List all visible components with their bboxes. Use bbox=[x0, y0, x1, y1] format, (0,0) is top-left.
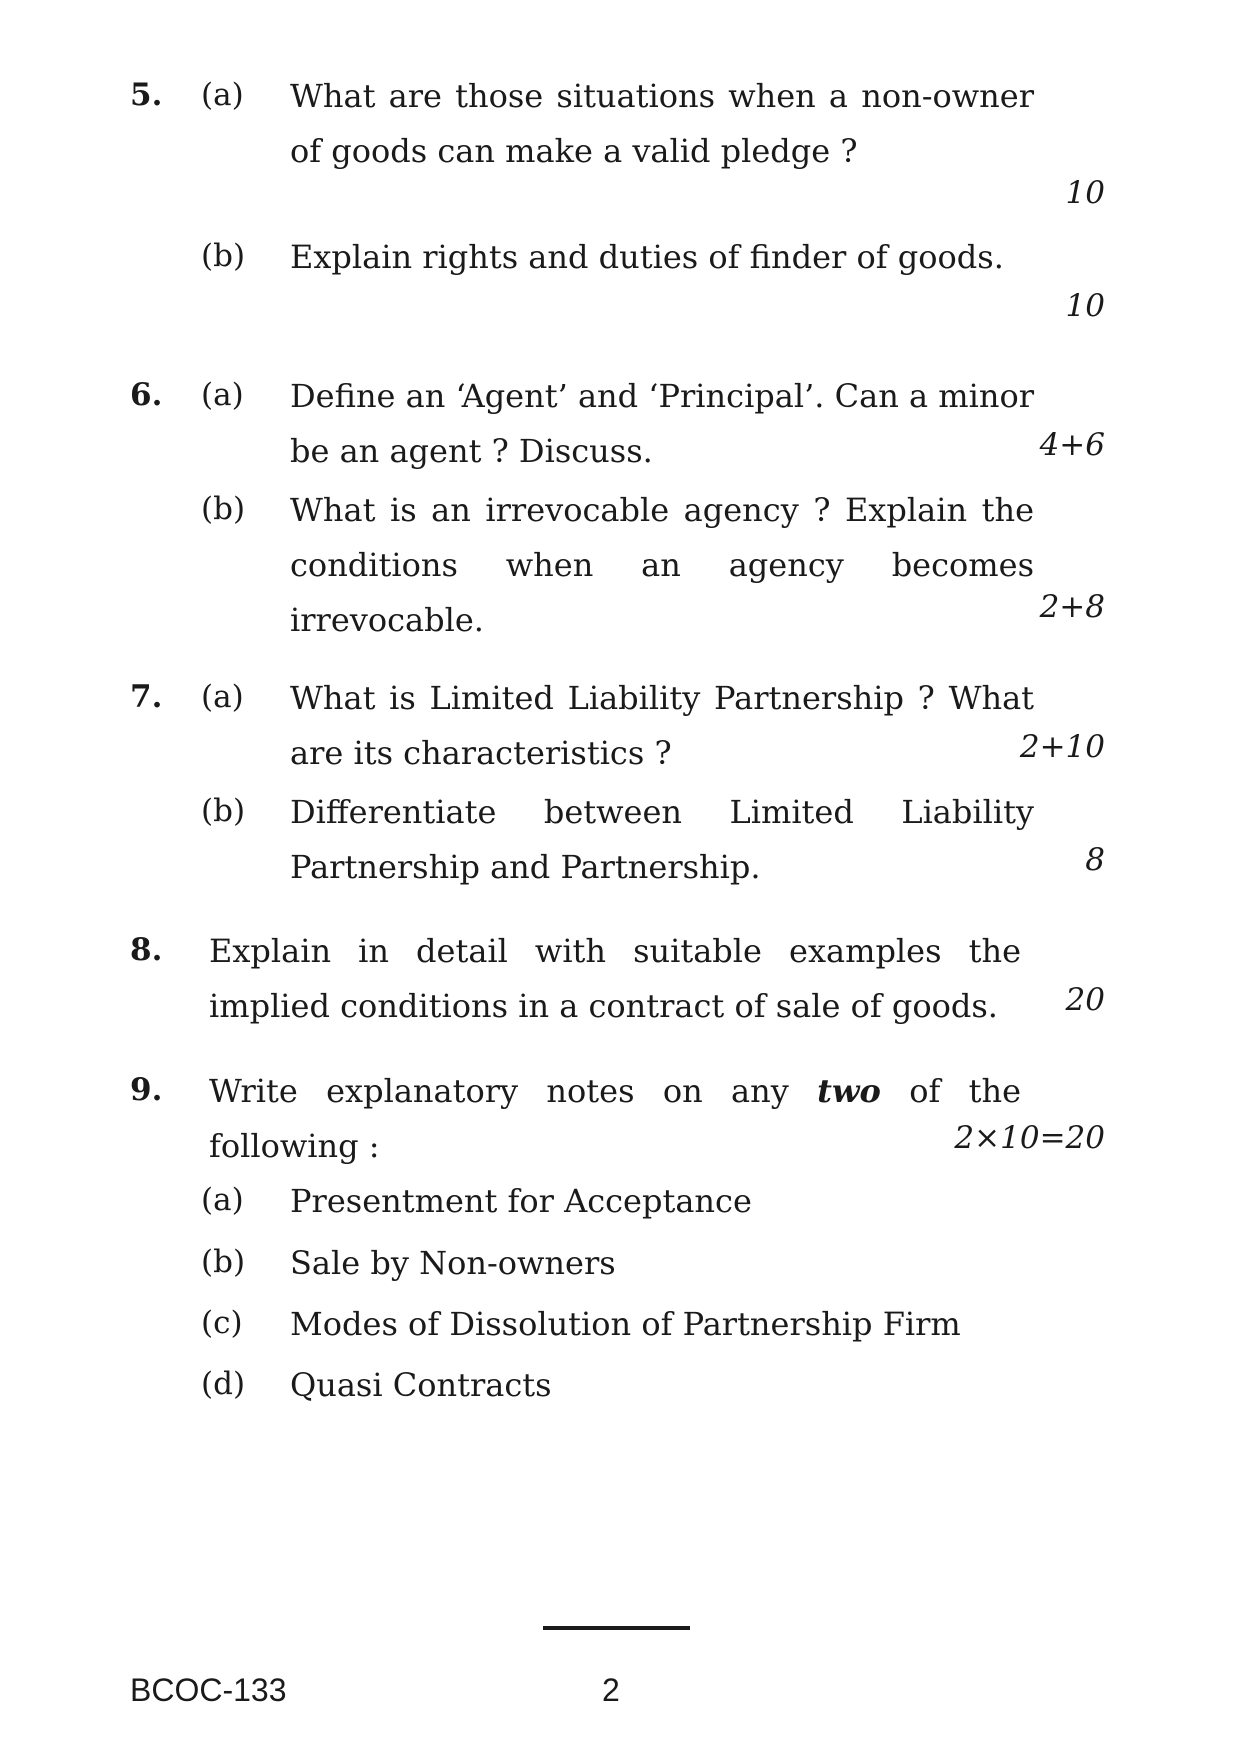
marks: 10 bbox=[1065, 288, 1105, 324]
question-number: 5. bbox=[130, 77, 163, 113]
part-label: (a) bbox=[201, 77, 244, 113]
question-text: What is an irrevocable agency ? Explain the conditions when an agency becomes irrevocable. bbox=[290, 491, 1034, 639]
option-text: Quasi Contracts bbox=[290, 1366, 552, 1404]
marks: 2+8 bbox=[1039, 589, 1105, 625]
question-number: 7. bbox=[130, 679, 163, 715]
question-text bbox=[209, 1064, 1021, 1174]
page-number: 2 bbox=[602, 1672, 620, 1708]
option-label: (b) bbox=[201, 1244, 246, 1280]
option-label: (a) bbox=[201, 1182, 244, 1218]
question-text: What is Limited Liability Partnership ? What are its characteristics ? bbox=[290, 679, 1034, 772]
marks: 2+10 bbox=[1019, 729, 1105, 765]
part-label: (a) bbox=[201, 679, 244, 715]
end-divider bbox=[543, 1626, 690, 1630]
question-text-start: Write explanatory notes on any bbox=[209, 1072, 789, 1110]
part-label: (b) bbox=[201, 793, 246, 829]
marks: 20 bbox=[1065, 982, 1105, 1018]
marks: 2×10=20 bbox=[954, 1120, 1105, 1156]
question-text: Explain rights and duties of finder of goods. bbox=[290, 238, 1004, 276]
question-text: Explain in detail with suitable examples the implied conditions in a contract of sale of goods. bbox=[209, 932, 1021, 1025]
question-text: Differentiate between Limited Liability Partnership and Partnership. bbox=[290, 793, 1034, 886]
question-number: 9. bbox=[130, 1072, 163, 1108]
question-number: 8. bbox=[130, 932, 163, 968]
marks: 8 bbox=[1085, 842, 1105, 878]
marks: 4+6 bbox=[1039, 427, 1105, 463]
question-text: Define an ‘Agent’ and ‘Principal’. Can a minor be an agent ? Discuss. bbox=[290, 377, 1034, 470]
course-code: BCOC-133 bbox=[130, 1672, 287, 1708]
option-text: Presentment for Acceptance bbox=[290, 1182, 752, 1220]
marks: 10 bbox=[1065, 175, 1105, 211]
option-label: (d) bbox=[201, 1366, 246, 1402]
part-label: (a) bbox=[201, 377, 244, 413]
part-label: (b) bbox=[201, 491, 246, 527]
option-text: Sale by Non-owners bbox=[290, 1244, 616, 1282]
question-text-end: of the following : bbox=[209, 1072, 1022, 1165]
option-label: (c) bbox=[201, 1305, 243, 1341]
option-text: Modes of Dissolution of Partnership Firm bbox=[290, 1305, 961, 1343]
question-number: 6. bbox=[130, 377, 163, 413]
part-label: (b) bbox=[201, 238, 246, 274]
question-text: What are those situations when a non-owner of goods can make a valid pledge ? bbox=[290, 77, 1034, 170]
emphasis-two: two bbox=[817, 1072, 881, 1110]
